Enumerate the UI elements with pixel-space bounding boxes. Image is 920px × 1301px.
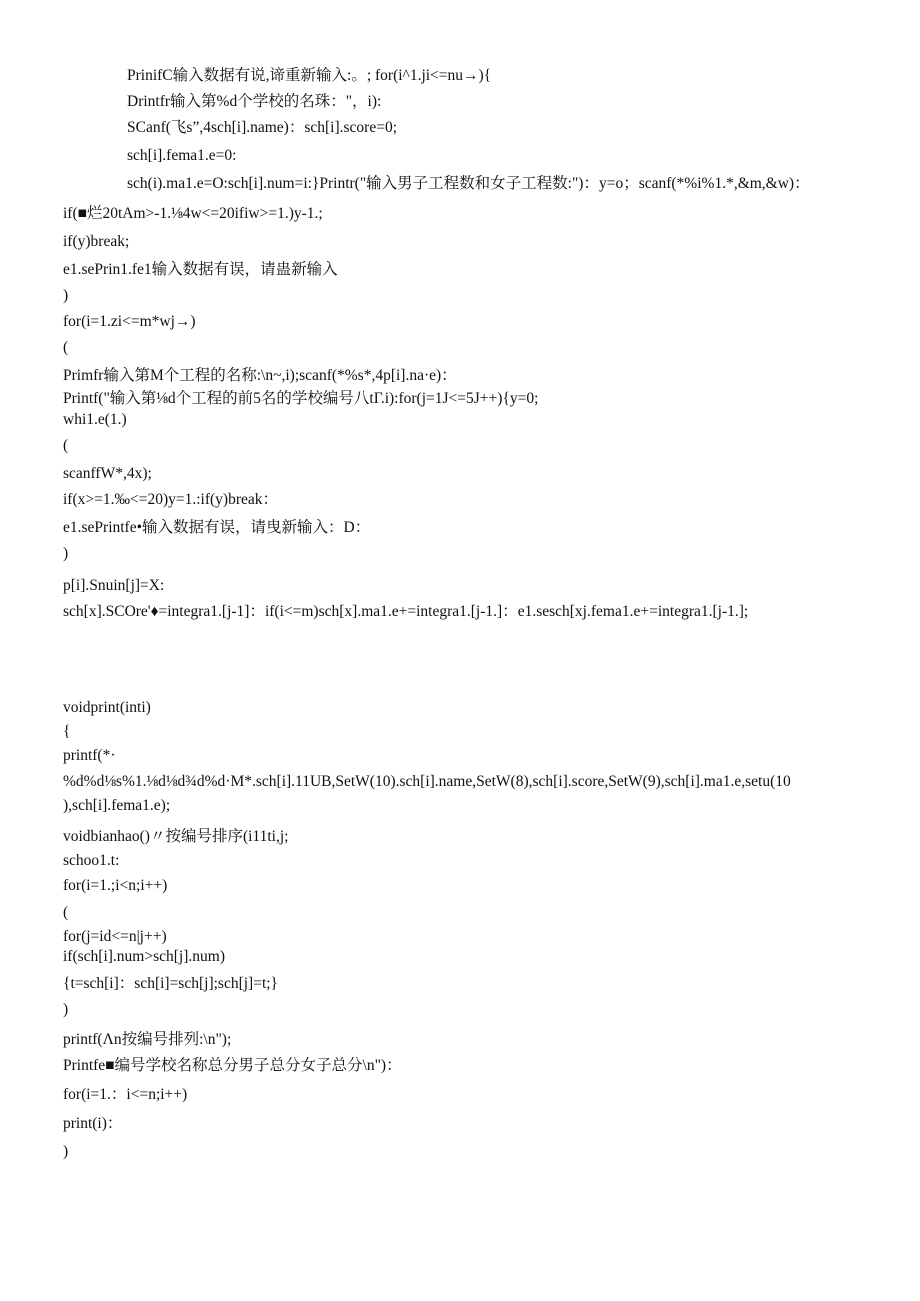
code-line: printf(*· [63, 747, 116, 764]
code-line: voidprint(inti) [63, 699, 151, 716]
code-line: sch(i).ma1.e=O:sch[i].num=i:}Printr("输入男子工程数和女子工程数:")：y=o；scanf(*%i%1.*,&m,&w)： [127, 175, 810, 192]
code-line: for(i=1.zi<=m*wj→) [63, 313, 196, 330]
code-line: if(y)break; [63, 233, 130, 250]
code-line: ) [63, 287, 69, 304]
code-line: PrinifC输入数据有说,谛重新输入:。; for(i^1.ji<=nu→){ [127, 67, 492, 84]
code-line: ) [63, 545, 69, 562]
code-line: Drintfr输入第%d个学校的名珠："，i): [127, 93, 382, 110]
code-line: if(sch[i].num>sch[j].num) [63, 948, 225, 965]
code-line: e1.sePrintfe•输入数据有误，请曳新输入：D： [63, 519, 371, 536]
code-line: scanffW*,4x); [63, 465, 152, 482]
code-line: ( [63, 904, 69, 921]
code-line: ) [63, 1143, 69, 1160]
code-line: if(x>=1.‰<=20)y=1.:if(y)break： [63, 491, 279, 508]
code-line: print(i)： [63, 1115, 123, 1132]
code-line: for(j=id<=n|j++) [63, 928, 167, 945]
code-line: Printf("输入第⅛d个工程的前5名的学校编号八tΓ.i):for(j=1J<=5J++){y=0; [63, 390, 539, 407]
code-line: for(i=1.：i<=n;i++) [63, 1086, 188, 1103]
code-line: Printfe■编号学校名称总分男子总分女子总分\n")： [63, 1057, 402, 1074]
code-line: ( [63, 339, 69, 356]
code-line: sch[x].SCOre'♦=integra1.[j-1]：if(i<=m)sch[x].ma1.e+=integra1.[j-1.]：e1.sesch[xj.fema1.e+=integra1.[j-1.]; [63, 603, 749, 620]
code-line: %d%d⅛s%1.⅛d⅛d¾d%d·M*.sch[i].11UB,SetW(10).sch[i].name,SetW(8),sch[i].score,SetW(9),sch[i].ma1.e,setu(10 [63, 773, 791, 790]
code-line: SCanf(飞s”,4sch[i].name)：sch[i].score=0; [127, 119, 398, 136]
code-line: sch[i].fema1.e=0: [127, 147, 237, 164]
code-line: ( [63, 437, 69, 454]
code-line: ),sch[i].fema1.e); [63, 797, 171, 814]
code-line: whi1.e(1.) [63, 411, 127, 428]
code-line: Primfr输入第M个工程的名称:\n~,i);scanf(*%s*,4p[i].na·e)： [63, 367, 457, 384]
code-line: schoo1.t: [63, 852, 120, 869]
code-line: voidbianhao()〃按编号排序(i11ti,j; [63, 828, 289, 845]
code-line: if(■烂20tAm>-1.⅛4w<=20ifiw>=1.)y-1.; [63, 205, 323, 222]
code-line: for(i=1.;i<n;i++) [63, 877, 168, 894]
code-line: ) [63, 1001, 69, 1018]
code-line: {t=sch[i]：sch[i]=sch[j];sch[j]=t;} [63, 975, 278, 992]
code-line: p[i].Snuin[j]=X: [63, 577, 165, 594]
code-line: e1.sePrin1.fe1输入数据有误，请蛊新输入 [63, 261, 338, 278]
code-line: { [63, 723, 71, 740]
code-line: printf(Λn按编号排列:\n"); [63, 1031, 232, 1048]
